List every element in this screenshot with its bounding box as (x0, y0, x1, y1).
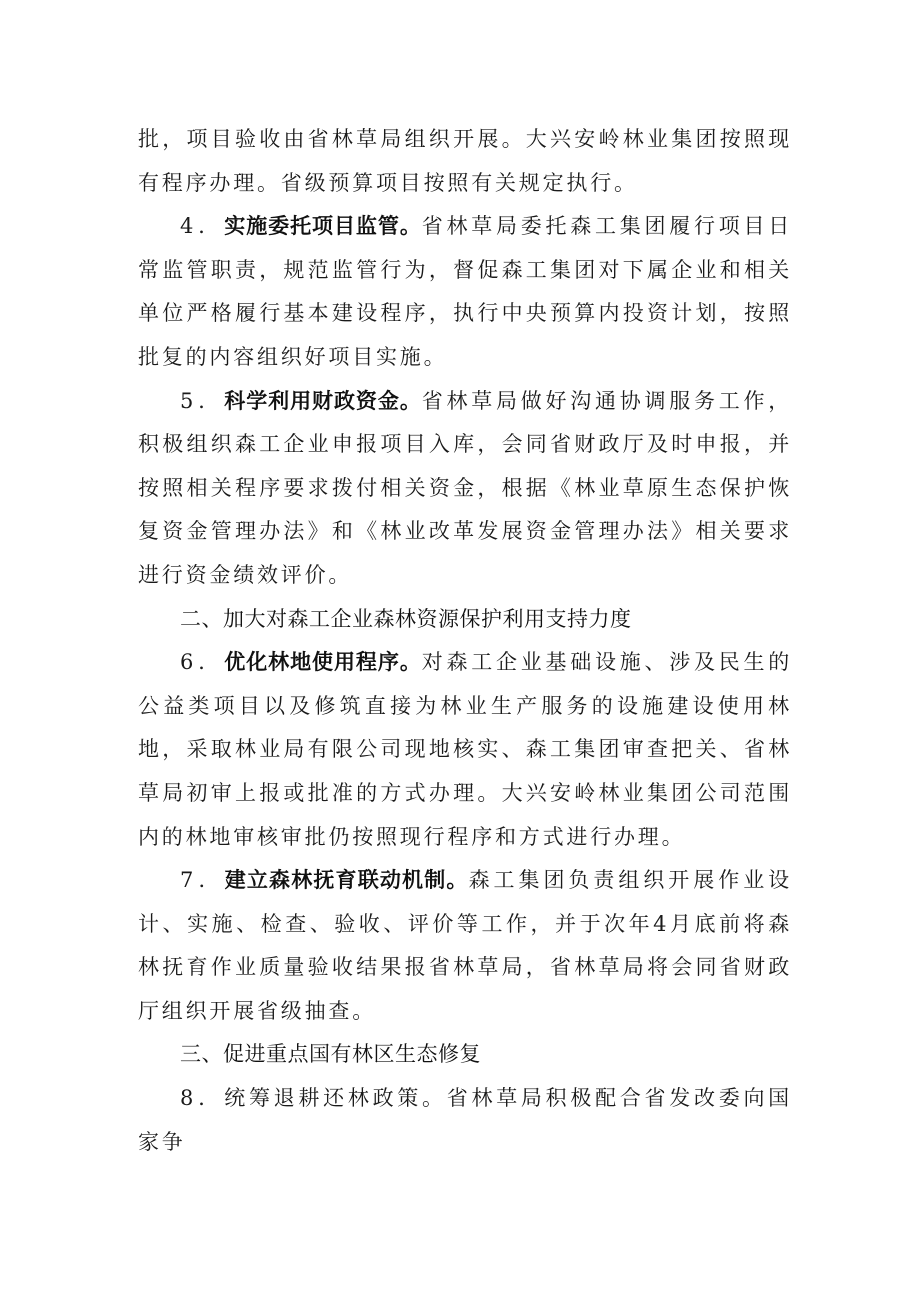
item-body: 统筹退耕还林政策。省林草局积极配合省发改委向国家争 (138, 1086, 792, 1154)
item-body: 省林草局做好沟通协调服务工作，积极组织森工企业申报项目入库，会同省财政厅及时申报，并按照相关程序要求拨付相关资金，根据《林业草原生态保护恢复资金管理办法》和《林业改革发展资金管理办法》相关要求进行资金绩效评价。 (138, 388, 793, 587)
section-heading-2: 二、加大对森工企业森林资源保护利用支持力度 (180, 606, 632, 631)
item-body: 省林草局委托森工集团履行项目日常监管职责，规范监管行为，督促森工集团对下属企业和相关单位严格履行基本建设程序，执行中央预算内投资计划，按照批复的内容组织好项目实施。 (138, 214, 793, 369)
item-number: 7． (180, 868, 225, 893)
item-number: 8． (180, 1086, 225, 1111)
item-body: 对森工企业基础设施、涉及民生的公益类项目以及修筑直接为林业生产服务的设施建设使用林地，采取林业局有限公司现地核实、森工集团审查把关、省林草局初审上报或批准的方式办理。大兴安岭林业集团公司范围内的林地审核审批仍按照现行程序和方式进行办理。 (138, 650, 793, 849)
item-number: 4． (180, 214, 225, 239)
paragraph-continuation (138, 118, 792, 205)
paragraph-item-7 (138, 859, 792, 1033)
paragraph-item-5 (138, 380, 792, 598)
item-number: 6． (180, 650, 225, 675)
item-body: 森工集团负责组织开展作业设计、实施、检查、验收、评价等工作，并于次年4月底前将森林抚育作业质量验收结果报省林草局，省林草局将会同省财政厅组织开展省级抽查。 (138, 868, 792, 1023)
item-title: 科学利用财政资金。 (224, 388, 422, 413)
section-heading-3: 三、促进重点国有林区生态修复 (180, 1042, 481, 1067)
paragraph-item-4 (138, 205, 792, 379)
item-number: 5． (180, 388, 225, 413)
item-title: 优化林地使用程序。 (224, 650, 422, 675)
document-body (138, 118, 792, 1164)
item-title: 实施委托项目监管。 (224, 214, 422, 239)
item-title: 建立森林抚育联动机制。 (224, 868, 469, 893)
paragraph-item-6 (138, 641, 792, 859)
paragraph-item-8 (138, 1077, 792, 1164)
paragraph-text: 批，项目验收由省林草局组织开展。大兴安岭林业集团按照现有程序办理。省级预算项目按照有关规定执行。 (138, 127, 792, 195)
